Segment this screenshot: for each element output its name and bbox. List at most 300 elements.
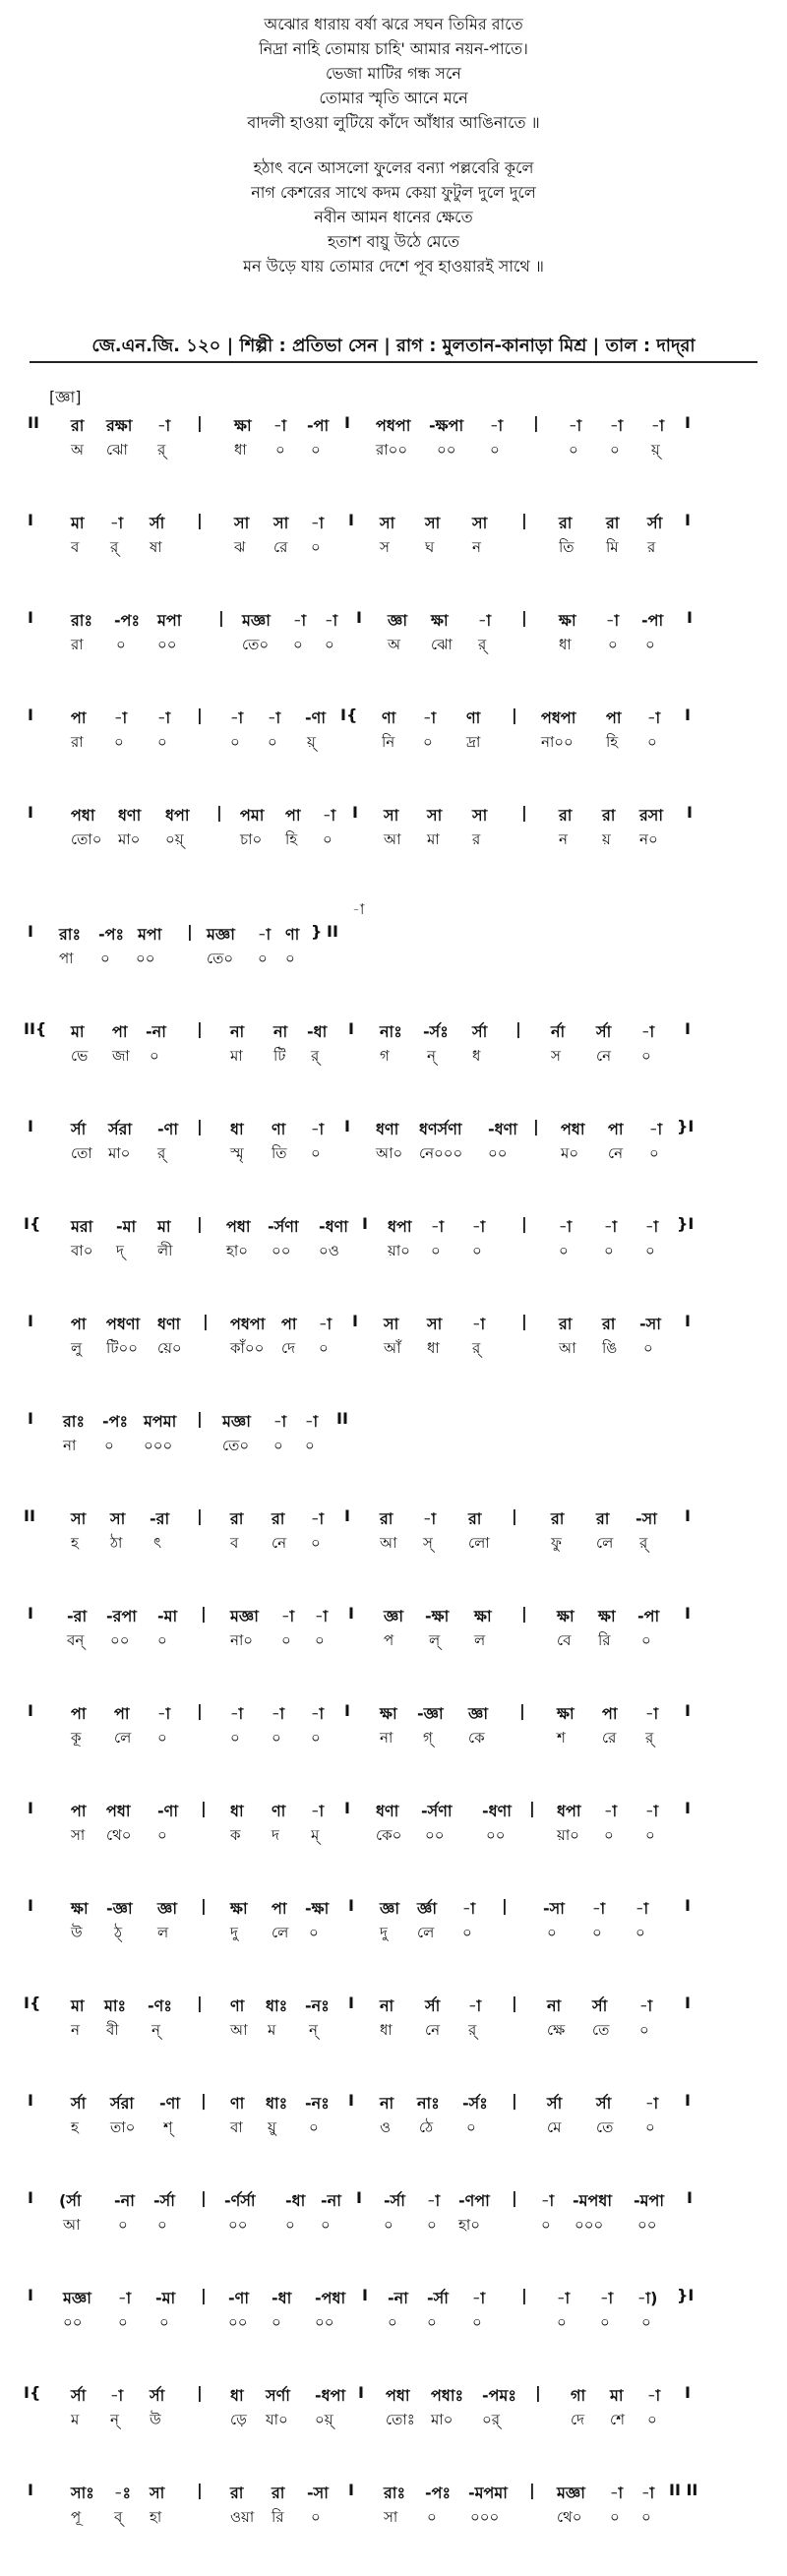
- note-token: -ক্ষা: [305, 1899, 330, 1918]
- note-token: ক্ষা: [474, 1607, 492, 1625]
- syllable-token: ০: [311, 1534, 321, 1552]
- syllable-token: ০০: [63, 2313, 83, 2331]
- note-token: |: [197, 2481, 203, 2499]
- note-token: রাঃ: [384, 2484, 405, 2502]
- note-token: -পঃ: [114, 611, 141, 630]
- note-token: -নঃ: [305, 1996, 330, 2015]
- note-token: I: [344, 413, 350, 432]
- syllable-token: দ্রা: [466, 733, 481, 751]
- syllable-token: ০: [323, 830, 333, 848]
- note-token: I: [685, 1701, 691, 1720]
- syllable-token: তোঃ: [386, 2411, 415, 2428]
- syllable-token: ০০: [437, 441, 456, 459]
- note-token: -পঃ: [425, 2484, 452, 2502]
- note-token: -া: [636, 1899, 649, 1918]
- syllable-token: বা০: [71, 1242, 93, 1259]
- note-token: I{: [24, 2383, 41, 2402]
- syllable-token: র: [472, 830, 481, 848]
- syllable-token: ০: [647, 733, 657, 751]
- note-token: র্সা: [71, 2094, 87, 2113]
- syllable-token: থে০: [106, 1826, 132, 1844]
- note-token: -মা: [157, 1607, 178, 1625]
- note-token: র্সা: [596, 1022, 612, 1041]
- syllable-token: ০: [311, 441, 321, 459]
- note-token: II II: [669, 2481, 698, 2499]
- note-token: I: [28, 511, 33, 529]
- syllable-token: বে: [557, 1631, 572, 1649]
- note-token: I{: [340, 705, 358, 724]
- syllable-token: ন: [559, 830, 568, 848]
- syllable-token: মা০: [118, 830, 141, 848]
- note-token: I: [685, 1506, 691, 1525]
- notation-block: [0, 2284, 787, 2335]
- note-token: -ধণা: [482, 1802, 512, 1820]
- syllable-token: ০: [114, 733, 124, 751]
- note-token: মজ্ঞা: [557, 2484, 585, 2502]
- note-token: |: [197, 511, 203, 529]
- note-token: র্সা: [425, 1996, 441, 2015]
- syllable-token: ড়ে: [230, 2411, 247, 2428]
- note-token: পধাঃ: [431, 2386, 463, 2405]
- syllable-token: ল: [157, 1924, 169, 1941]
- note-token: রা: [602, 1315, 616, 1333]
- syllable-token: স্মৃ: [230, 1144, 244, 1162]
- syllable-token: নে: [596, 1047, 612, 1065]
- note-token: -ণা: [159, 2094, 180, 2113]
- syllable-token: ঝ: [234, 538, 246, 556]
- note-token: |: [529, 1799, 535, 1817]
- note-token: -ণা: [157, 1802, 178, 1820]
- swaralipi-notes-row: [0, 1310, 787, 1336]
- note-token: ক্ষা: [234, 416, 252, 435]
- note-token: মা: [610, 2386, 624, 2405]
- note-token: |: [515, 1019, 521, 1038]
- syllable-token: আ: [559, 1339, 576, 1357]
- note-token: রা: [551, 1509, 565, 1528]
- note-token: ক্ষা: [71, 1899, 89, 1918]
- syllable-token: ৎ: [153, 1534, 162, 1552]
- note-token: I: [685, 1019, 691, 1038]
- syllable-token: তো: [71, 1144, 92, 1162]
- note-token: -সা: [639, 1315, 661, 1333]
- lyric-syllables-row: [0, 1921, 787, 1945]
- note-token: জ্ঞা: [380, 1899, 399, 1918]
- note-token: ণা: [466, 708, 481, 727]
- lyric-line: নাগ কেশরের সাথে কদম কেয়া ফুটুল দুলে দুলে: [251, 183, 536, 202]
- note-token: -ণা: [305, 708, 326, 727]
- syllable-token: প: [384, 1631, 394, 1649]
- note-token: পা: [285, 806, 301, 825]
- note-token: -া: [110, 2386, 124, 2405]
- note-token: মাঃ: [104, 1996, 127, 2015]
- swaralipi-notes-row: [0, 1504, 787, 1531]
- syllable-token: ০: [645, 636, 655, 653]
- note-token: ধাঃ: [266, 1996, 288, 2015]
- divider: [30, 361, 757, 363]
- note-token: মজ্ঞা: [222, 1412, 251, 1431]
- note-token: -া: [468, 1996, 482, 2015]
- note-token: -রা: [150, 1509, 170, 1528]
- note-token: রক্ষা: [106, 416, 133, 435]
- note-token: -পধা: [315, 2289, 346, 2307]
- note-token: |: [201, 2286, 207, 2304]
- note-token: ণা: [230, 2094, 245, 2113]
- syllable-token: হি: [606, 733, 619, 751]
- syllable-token: মি: [606, 538, 619, 556]
- note-token: ধণর্সণা: [419, 1120, 462, 1138]
- note-token: I{: [24, 1993, 41, 2012]
- note-token: ধা: [230, 2386, 244, 2405]
- note-token: -া: [641, 2484, 655, 2502]
- note-token: জ্ঞা: [384, 1607, 403, 1625]
- note-token: -া: [478, 611, 492, 630]
- note-token: ণা: [382, 708, 396, 727]
- syllable-token: ০: [285, 2216, 295, 2234]
- note-token: I: [348, 1993, 354, 2012]
- note-token: -া: [114, 708, 128, 727]
- lyric-syllables-row: [0, 2018, 787, 2043]
- lyric-syllables-row: [0, 730, 787, 755]
- note-token: -া: [157, 1704, 171, 1723]
- note-token: -া: [157, 708, 171, 727]
- syllable-token: ০: [610, 2508, 620, 2526]
- syllable-token: তে০: [222, 1437, 250, 1454]
- syllable-token: ০: [309, 2118, 319, 2136]
- syllable-token: স্: [423, 1534, 433, 1552]
- note-token: |: [512, 705, 517, 724]
- syllable-token: ০: [639, 2021, 649, 2039]
- note-token: -া: [319, 1315, 333, 1333]
- note-token: সা: [472, 514, 488, 532]
- syllable-token: ০০: [228, 2216, 248, 2234]
- notation-block: [0, 411, 787, 462]
- lyric-line: বাদলী হাওয়া লুটিয়ে কাঁদে আঁধার আঙিনাতে ॥: [247, 113, 540, 132]
- note-token: -া: [610, 416, 624, 435]
- syllable-token: ঘ: [425, 538, 435, 556]
- note-token: -ণা: [157, 1120, 178, 1138]
- notation-block: [0, 1310, 787, 1361]
- note-token: -া: [311, 1120, 325, 1138]
- note-token: I: [28, 608, 33, 627]
- syllable-token: ০: [275, 441, 285, 459]
- syllable-token: র: [647, 538, 656, 556]
- syllable-token: ০: [427, 2216, 437, 2234]
- note-token: পা: [71, 1802, 87, 1820]
- note-token: -ধণা: [488, 1120, 517, 1138]
- syllable-token: নি: [382, 733, 395, 751]
- note-token: ধাঃ: [266, 2094, 288, 2113]
- syllable-token: আ: [63, 2216, 81, 2234]
- notation-block: [0, 2381, 787, 2432]
- note-token: I: [352, 1312, 358, 1330]
- note-token: |: [502, 1896, 508, 1915]
- syllable-token: রা: [71, 636, 84, 653]
- note-token: ধা: [230, 1120, 244, 1138]
- note-token: মা: [157, 1217, 171, 1236]
- syllable-token: ধা: [234, 441, 247, 459]
- syllable-token: ০: [100, 950, 110, 967]
- note-token: -া: [592, 1899, 606, 1918]
- syllable-token: ০: [641, 2313, 651, 2331]
- note-token: রা: [380, 1509, 394, 1528]
- syllable-token: য়্: [651, 441, 660, 459]
- note-token: -না: [146, 1022, 166, 1041]
- note-token: র্সা: [547, 2094, 563, 2113]
- syllable-token: রে: [602, 1729, 617, 1747]
- note-token: র্সা: [472, 1022, 488, 1041]
- lyric-line: হঠাৎ বনে আসলো ফুলের বন্যা পল্লবেরি কূলে: [253, 158, 534, 177]
- note-token: রা: [606, 514, 620, 532]
- syllable-token: কাঁ০০: [230, 1339, 265, 1357]
- note-token: |: [512, 1506, 517, 1525]
- syllable-token: ০০: [272, 1242, 291, 1259]
- syllable-token: ০: [230, 1729, 240, 1747]
- syllable-token: চা০: [240, 830, 263, 848]
- note-token: I: [358, 2383, 364, 2402]
- syllable-token: ০: [649, 1144, 659, 1162]
- note-token: -া: [325, 611, 338, 630]
- swaralipi-notes-row: [0, 411, 787, 438]
- syllable-token: ধা: [559, 636, 572, 653]
- note-token: পধপা: [376, 416, 411, 435]
- note-token: জ্ঞা: [388, 611, 407, 630]
- note-token: -া: [293, 611, 307, 630]
- syllable-token: ০: [311, 538, 321, 556]
- note-token: |: [187, 922, 193, 941]
- syllable-token: নে০০০: [419, 1144, 463, 1162]
- lyric-syllables-row: [0, 1434, 787, 1458]
- note-token: -া: [645, 1704, 659, 1723]
- note-token: |: [521, 1214, 527, 1233]
- note-token: পধা: [106, 1802, 131, 1820]
- note-token: সা: [384, 1315, 399, 1333]
- notation-block: [0, 2186, 787, 2238]
- syllable-token: জা: [112, 1047, 130, 1065]
- note-token: জ্ঞা: [468, 1704, 488, 1723]
- note-token: গা: [571, 2386, 586, 2405]
- note-token: ণা: [230, 1996, 245, 2015]
- notation-block: [0, 801, 787, 852]
- syllable-token: ধা: [380, 2021, 393, 2039]
- note-token: |: [197, 1506, 203, 1525]
- note-token: -া: [462, 1899, 476, 1918]
- swaralipi-notes-row: [0, 704, 787, 730]
- syllable-token: লী: [157, 1242, 173, 1259]
- note-token: II: [327, 922, 338, 941]
- swaralipi-notes-row: [0, 1212, 787, 1239]
- syllable-token: রা: [71, 733, 84, 751]
- syllable-token: ০: [272, 1729, 281, 1747]
- syllable-token: ০ও: [319, 1242, 339, 1259]
- syllable-token: হ: [71, 2118, 79, 2136]
- syllable-token: নে: [425, 2021, 441, 2039]
- note-token: পা: [606, 708, 622, 727]
- syllable-token: ০: [604, 1826, 614, 1844]
- syllable-token: ০য়্: [315, 2411, 333, 2428]
- note-token: না: [273, 1022, 288, 1041]
- syllable-token: ম: [71, 2411, 80, 2428]
- note-token: পধা: [226, 1217, 251, 1236]
- syllable-token: ০০: [488, 1144, 508, 1162]
- note-token: -া: [559, 1217, 573, 1236]
- lyric-syllables-row: [0, 535, 787, 560]
- note-token: -না: [388, 2289, 408, 2307]
- note-token: পা: [114, 1704, 130, 1723]
- syllable-token: ষা: [150, 538, 162, 556]
- note-token: -র্সঃ: [462, 2094, 488, 2113]
- note-token: -রপা: [106, 1607, 137, 1625]
- syllable-token: ০: [647, 2411, 657, 2428]
- note-token: -ণঃ: [148, 1996, 172, 2015]
- note-token: -মা: [116, 1217, 137, 1236]
- syllable-token: য়া০: [557, 1826, 579, 1844]
- syllable-token: হ: [71, 1534, 79, 1552]
- note-token: সা: [472, 806, 488, 825]
- syllable-token: ০: [557, 2313, 567, 2331]
- syllable-token: র্: [639, 1534, 648, 1552]
- swaralipi-notes-row: [0, 1602, 787, 1628]
- note-token: -সা: [307, 2484, 329, 2502]
- note-token: রা: [230, 1509, 244, 1528]
- note-token: না: [380, 1996, 394, 2015]
- syllable-token: লো: [468, 1534, 490, 1552]
- note-token: }I: [677, 1214, 695, 1233]
- syllable-token: র্: [472, 1339, 481, 1357]
- notation-block: [0, 606, 787, 657]
- syllable-token: ভে: [71, 1047, 89, 1065]
- syllable-token: লু: [71, 1339, 83, 1357]
- note-token: |: [533, 413, 539, 432]
- note-token: |: [512, 2091, 517, 2110]
- note-token: -না: [321, 2191, 341, 2210]
- note-token: I: [28, 803, 33, 822]
- swaralipi-notes-row: [0, 2284, 787, 2310]
- syllable-token: ০০০: [575, 2216, 604, 2234]
- syllable-token: ০: [610, 441, 620, 459]
- song-lyrics: [0, 12, 787, 278]
- syllable-token: উ: [71, 1924, 83, 1941]
- note-token: -া: [610, 2484, 624, 2502]
- notation-blocks: [0, 411, 787, 2576]
- syllable-token: আঁ: [384, 1339, 401, 1357]
- note-token: নাঃ: [417, 2094, 440, 2113]
- note-token: -া: [472, 1217, 486, 1236]
- note-token: I: [344, 1117, 350, 1135]
- syllable-token: দ: [272, 1826, 279, 1844]
- note-token: -া: [641, 1022, 655, 1041]
- note-token: -সা: [636, 1509, 657, 1528]
- syllable-token: যা০: [266, 2411, 288, 2428]
- note-token: পা: [71, 1704, 87, 1723]
- note-token: -া: [569, 416, 582, 435]
- syllable-token: সা: [71, 1826, 86, 1844]
- note-token: |: [197, 1117, 203, 1135]
- syllable-token: তে: [592, 2021, 610, 2039]
- syllable-token: ঠ্: [114, 1924, 123, 1941]
- syllable-token: র্: [478, 636, 487, 653]
- syllable-token: ব: [230, 1534, 239, 1552]
- syllable-token: আ: [230, 2021, 248, 2039]
- note-token: -ধা: [307, 1022, 328, 1041]
- syllable-token: আ: [384, 830, 401, 848]
- note-token: রা: [602, 806, 616, 825]
- syllable-token: ০: [285, 950, 295, 967]
- note-token: I: [687, 803, 693, 822]
- lyric-syllables-row: [0, 2310, 787, 2335]
- note-token: র্সা: [71, 1120, 87, 1138]
- syllable-token: য়া০: [388, 1242, 410, 1259]
- note-token: পা: [272, 1899, 287, 1918]
- note-token: পধপা: [230, 1315, 266, 1333]
- notation-block: [0, 1602, 787, 1653]
- note-token: পা: [602, 1704, 618, 1723]
- grace-note: -া: [352, 900, 365, 918]
- note-token: ধণা: [157, 1315, 181, 1333]
- syllable-token: ব্: [114, 2508, 123, 2526]
- swaralipi-notes-row: [0, 1699, 787, 1726]
- syllable-token: বন্: [67, 1631, 85, 1649]
- syllable-token: উ: [150, 2411, 161, 2428]
- note-token: -া: [157, 416, 171, 435]
- syllable-token: ০০০: [470, 2508, 500, 2526]
- syllable-token: কূ: [71, 1729, 82, 1747]
- syllable-token: ঝো: [431, 636, 453, 653]
- notation-block: [0, 1504, 787, 1556]
- note-token: র্সা: [71, 2386, 87, 2405]
- syllable-token: ০: [427, 2313, 437, 2331]
- note-token: I: [685, 1896, 691, 1915]
- note-token: I: [685, 1799, 691, 1817]
- note-token: -পঃ: [102, 1412, 129, 1431]
- note-token: II{: [24, 1019, 47, 1038]
- syllable-token: মা০: [108, 1144, 131, 1162]
- note-token: I: [348, 1604, 354, 1623]
- note-token: -নঃ: [305, 2094, 330, 2113]
- note-token: |: [521, 2286, 527, 2304]
- note-token: |: [521, 511, 527, 529]
- swaralipi-notes-row: [0, 2089, 787, 2116]
- syllable-token: দে: [571, 2411, 584, 2428]
- note-token: র্সা: [596, 2094, 612, 2113]
- note-token: ণা: [285, 925, 300, 944]
- note-token: র্জ্ঞা: [417, 1899, 437, 1918]
- syllable-token: ০০: [425, 1826, 445, 1844]
- swaralipi-notes-row: [0, 606, 787, 633]
- syllable-token: ০: [569, 441, 578, 459]
- note-token: -া: [311, 514, 325, 532]
- syllable-token: টি০০: [106, 1339, 138, 1357]
- syllable-token: ০: [472, 2313, 482, 2331]
- notation-block: [0, 1797, 787, 1848]
- syllable-token: গ্: [423, 1729, 433, 1747]
- swaralipi-notes-row: [0, 1992, 787, 2018]
- syllable-token: য়ে০: [157, 1339, 182, 1357]
- notation-block: [0, 898, 787, 971]
- note-token: -া: [230, 708, 244, 727]
- syllable-token: তা০: [110, 2118, 136, 2136]
- note-token: সা: [273, 514, 289, 532]
- swaralipi-notes-row: [0, 1407, 787, 1434]
- syllable-token: র্: [645, 1729, 654, 1747]
- note-token: ক্ষা: [557, 1607, 575, 1625]
- lyric-line: মন উড়ে যায় তোমার দেশে পূব হাওয়ারই সাথে ॥: [243, 257, 544, 276]
- note-token: |: [201, 1799, 207, 1817]
- syllable-token: ০: [490, 441, 500, 459]
- note-token: র্সা: [150, 514, 165, 532]
- note-token: -া: [423, 1509, 437, 1528]
- note-token: র্সরা: [110, 2094, 135, 2113]
- note-token: -র্ণর্সা: [224, 2191, 256, 2210]
